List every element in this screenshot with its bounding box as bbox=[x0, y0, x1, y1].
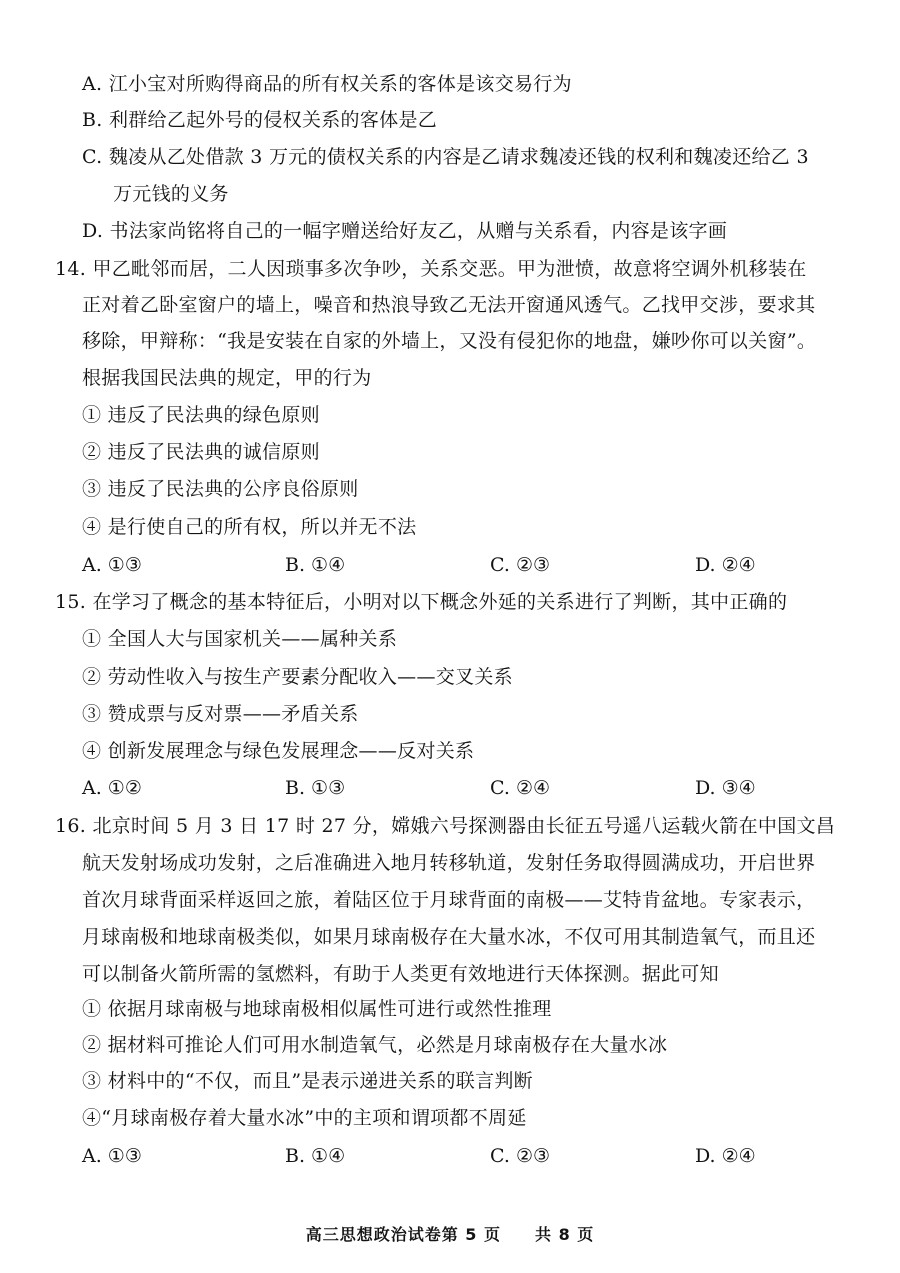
q16-choice-c: C. ②③ bbox=[490, 1145, 551, 1167]
q15-choice-c: C. ②④ bbox=[490, 777, 551, 799]
q14-stem-line-3: 移除，甲辩称：“我是安装在自家的外墙上，又没有侵犯你的地盘，嫌吵你可以关窗”。 bbox=[82, 330, 817, 352]
q14-item-1: ① 违反了民法典的绿色原则 bbox=[82, 404, 320, 426]
q16-stem-line-3: 首次月球背面采样返回之旅，着陆区位于月球背面的南极——艾特肯盆地。专家表示， bbox=[82, 889, 816, 911]
q16-stem-line-2: 航天发射场成功发射，之后准确进入地月转移轨道，发射任务取得圆满成功，开启世界 bbox=[82, 852, 816, 874]
q14-stem-line-2: 正对着乙卧室窗户的墙上，噪音和热浪导致乙无法开窗通风透气。乙找甲交涉，要求其 bbox=[82, 294, 816, 316]
q15-choice-d: D. ③④ bbox=[695, 777, 756, 799]
q16-item-3: ③ 材料中的“不仅，而且”是表示递进关系的联言判断 bbox=[82, 1070, 533, 1092]
q16-stem-line-5: 可以制备火箭所需的氢燃料，有助于人类更有效地进行天体探测。据此可知 bbox=[82, 963, 719, 985]
q15-item-2: ② 劳动性收入与按生产要素分配收入——交叉关系 bbox=[82, 666, 513, 688]
q16-stem-line-1: 16. 北京时间 5 月 3 日 17 时 27 分，嫦娥六号探测器由长征五号遥八运载火箭在中国文昌 bbox=[55, 815, 836, 837]
q14-stem-line-4: 根据我国民法典的规定，甲的行为 bbox=[82, 367, 372, 389]
q14-choice-a: A. ①③ bbox=[82, 554, 142, 576]
page-footer: 高三思想政治试卷第 5 页 共 8 页 bbox=[305, 1225, 595, 1244]
q16-choice-a: A. ①③ bbox=[82, 1145, 142, 1167]
q13-option-a: A. 江小宝对所购得商品的所有权关系的客体是该交易行为 bbox=[82, 73, 572, 95]
q14-choice-c: C. ②③ bbox=[490, 554, 551, 576]
q16-choice-b: B. ①④ bbox=[285, 1145, 346, 1167]
q16-item-2: ② 据材料可推论人们可用水制造氧气，必然是月球南极存在大量水冰 bbox=[82, 1034, 668, 1056]
q15-item-1: ① 全国人大与国家机关——属种关系 bbox=[82, 628, 398, 650]
q13-option-c-continued: 万元钱的义务 bbox=[113, 183, 229, 205]
q13-option-c: C. 魏凌从乙处借款 3 万元的债权关系的内容是乙请求魏凌还钱的权利和魏凌还给乙 3 bbox=[82, 146, 809, 168]
q13-option-b: B. 利群给乙起外号的侵权关系的客体是乙 bbox=[82, 109, 438, 131]
q16-choice-d: D. ②④ bbox=[695, 1145, 756, 1167]
q15-stem-line-1: 15. 在学习了概念的基本特征后，小明对以下概念外延的关系进行了判断，其中正确的 bbox=[55, 591, 788, 613]
q16-stem-line-4: 月球南极和地球南极类似，如果月球南极存在大量水冰，不仅可用其制造氧气，而且还 bbox=[82, 926, 816, 948]
q14-item-3: ③ 违反了民法典的公序良俗原则 bbox=[82, 478, 359, 500]
q13-option-d: D. 书法家尚铭将自己的一幅字赠送给好友乙，从赠与关系看，内容是该字画 bbox=[82, 220, 728, 242]
q15-item-3: ③ 赞成票与反对票——矛盾关系 bbox=[82, 703, 359, 725]
q14-stem-line-1: 14. 甲乙毗邻而居，二人因琐事多次争吵，关系交恶。甲为泄愤，故意将空调外机移装在 bbox=[55, 258, 807, 280]
q15-item-4: ④ 创新发展理念与绿色发展理念——反对关系 bbox=[82, 740, 475, 762]
q14-item-4: ④ 是行使自己的所有权，所以并无不法 bbox=[82, 516, 417, 538]
q14-choice-d: D. ②④ bbox=[695, 554, 756, 576]
q14-item-2: ② 违反了民法典的诚信原则 bbox=[82, 441, 320, 463]
q15-choice-a: A. ①② bbox=[82, 777, 142, 799]
q14-choice-b: B. ①④ bbox=[285, 554, 346, 576]
q16-item-4: ④“月球南极存着大量水冰”中的主项和谓项都不周延 bbox=[82, 1107, 527, 1129]
q15-choice-b: B. ①③ bbox=[285, 777, 346, 799]
q16-item-1: ① 依据月球南极与地球南极相似属性可进行或然性推理 bbox=[82, 998, 552, 1020]
